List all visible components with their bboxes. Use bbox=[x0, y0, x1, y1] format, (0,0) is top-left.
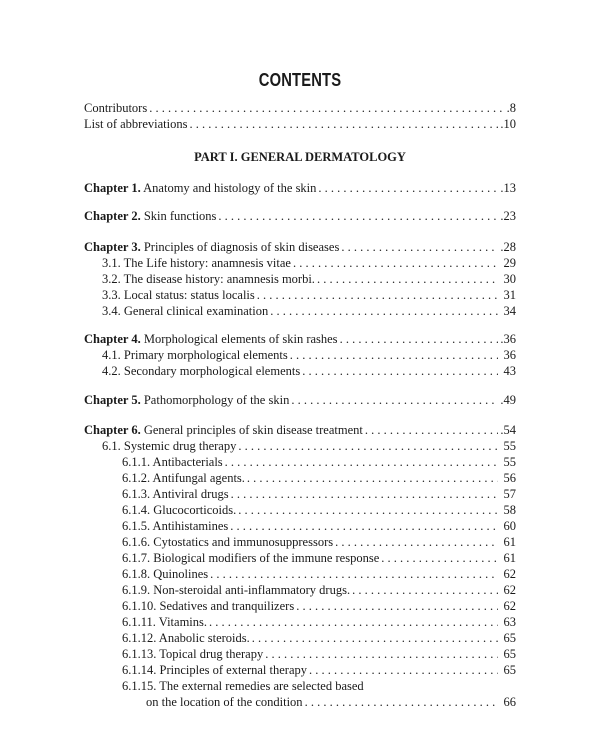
toc-entry[interactable] bbox=[84, 100, 516, 116]
entry-page: 55 bbox=[503, 439, 516, 453]
chapter-number: Chapter 3. bbox=[84, 240, 141, 254]
entry-label bbox=[84, 180, 316, 196]
entry-label bbox=[84, 392, 289, 408]
entry-page: 57 bbox=[503, 487, 516, 501]
entry-page: 65 bbox=[503, 663, 516, 677]
entry-page: 62 bbox=[503, 567, 516, 581]
leader-dots bbox=[335, 534, 498, 550]
entry-label: 3.3. Local status: status localis bbox=[102, 288, 255, 302]
entry-page: 43 bbox=[503, 364, 516, 378]
leader-dots bbox=[257, 287, 498, 303]
entry-label: 6.1.15. The external remedies are selected based bbox=[122, 679, 364, 693]
entry-page: 31 bbox=[503, 288, 516, 302]
entry-page: .36 bbox=[500, 332, 516, 346]
subsection-entry[interactable] bbox=[84, 630, 516, 646]
entry-label: 6.1. Systemic drug therapy bbox=[102, 439, 237, 453]
entry-label: 6.1.7. Biological modifiers of the immune response bbox=[122, 551, 380, 565]
subsection-entry[interactable] bbox=[84, 486, 516, 502]
entry-label: 4.2. Secondary morphological elements bbox=[102, 364, 301, 378]
entry-label: 6.1.1. Antibacterials bbox=[122, 455, 223, 469]
page-title: CONTENTS bbox=[258, 70, 342, 90]
leader-dots bbox=[209, 614, 498, 630]
entry-label: List of abbreviations bbox=[84, 117, 188, 131]
subsection-entry[interactable] bbox=[84, 470, 516, 486]
leader-dots bbox=[309, 662, 498, 678]
subsection-entry[interactable] bbox=[84, 598, 516, 614]
entry-label: 6.1.13. Topical drug therapy bbox=[122, 647, 264, 661]
subsection-entry-multiline[interactable] bbox=[84, 678, 554, 694]
chapter-number: Chapter 6. bbox=[84, 423, 141, 437]
chapter-title: Anatomy and histology of the skin bbox=[143, 181, 317, 195]
entry-page: 62 bbox=[503, 583, 516, 597]
entry-page: 65 bbox=[503, 631, 516, 645]
entry-label: 6.1.8. Quinolines bbox=[122, 567, 209, 581]
entry-page: 61 bbox=[503, 551, 516, 565]
entry-page: .23 bbox=[500, 209, 516, 223]
entry-label: 6.1.5. Antihistamines bbox=[122, 519, 229, 533]
leader-dots bbox=[296, 598, 498, 614]
entry-page: .28 bbox=[500, 240, 516, 254]
entry-page: 30 bbox=[503, 272, 516, 286]
subsection-entry[interactable] bbox=[84, 566, 516, 582]
section-entry[interactable] bbox=[84, 438, 516, 454]
entry-page: 62 bbox=[503, 599, 516, 613]
entry-page: 34 bbox=[503, 304, 516, 318]
entry-label: 3.2. The disease history: anamnesis morbi. bbox=[102, 272, 315, 286]
entry-label: 6.1.3. Antiviral drugs bbox=[122, 487, 229, 501]
entry-page: 29 bbox=[503, 256, 516, 270]
section-entry[interactable] bbox=[84, 287, 516, 303]
entry-label bbox=[84, 239, 339, 255]
entry-page: .10 bbox=[500, 117, 516, 131]
entry-page: 55 bbox=[503, 455, 516, 469]
entry-page: 66 bbox=[503, 695, 516, 709]
subsection-entry[interactable] bbox=[84, 502, 516, 518]
entry-label: Contributors bbox=[84, 101, 148, 115]
chapter-entry[interactable] bbox=[84, 208, 516, 224]
chapter-title: Morphological elements of skin rashes bbox=[143, 332, 338, 346]
entry-label: 6.1.14. Principles of external therapy bbox=[122, 663, 308, 677]
leader-dots bbox=[318, 180, 498, 196]
leader-dots bbox=[247, 470, 498, 486]
chapter-title: Pathomorphology of the skin bbox=[143, 393, 290, 407]
entry-label bbox=[84, 422, 363, 438]
leader-dots bbox=[189, 116, 498, 132]
chapter-number: Chapter 2. bbox=[84, 209, 141, 223]
entry-label bbox=[84, 331, 338, 347]
leader-dots bbox=[230, 518, 498, 534]
subsection-entry[interactable] bbox=[84, 534, 516, 550]
chapter-title: Skin functions bbox=[143, 209, 217, 223]
leader-dots bbox=[149, 100, 504, 116]
entry-page: .13 bbox=[500, 181, 516, 195]
entry-label: 6.1.6. Cytostatics and immunosuppressors bbox=[122, 535, 334, 549]
entry-page: 36 bbox=[503, 348, 516, 362]
subsection-entry-continuation[interactable] bbox=[84, 694, 516, 710]
chapter-entry[interactable] bbox=[84, 239, 516, 255]
leader-dots bbox=[210, 566, 498, 582]
section-entry[interactable] bbox=[84, 271, 516, 287]
leader-dots bbox=[231, 486, 498, 502]
leader-dots bbox=[302, 363, 498, 379]
entry-label: 6.1.10. Sedatives and tranquilizers bbox=[122, 599, 295, 613]
leader-dots bbox=[365, 422, 499, 438]
entry-page: 58 bbox=[503, 503, 516, 517]
chapter-number: Chapter 1. bbox=[84, 181, 141, 195]
leader-dots bbox=[381, 550, 498, 566]
entry-label: 6.1.11. Vitamins. bbox=[122, 615, 208, 629]
subsection-entry[interactable] bbox=[84, 582, 516, 598]
entry-page: 63 bbox=[503, 615, 516, 629]
part-heading: PART I. GENERAL DERMATOLOGY bbox=[194, 150, 406, 164]
entry-page: .8 bbox=[506, 101, 516, 115]
entry-page: .54 bbox=[500, 423, 516, 437]
entry-label: 6.1.12. Anabolic steroids. bbox=[122, 631, 250, 645]
leader-dots bbox=[238, 438, 498, 454]
leader-dots bbox=[340, 331, 499, 347]
leader-dots bbox=[218, 208, 498, 224]
leader-dots bbox=[252, 630, 498, 646]
leader-dots bbox=[305, 694, 498, 710]
leader-dots bbox=[352, 582, 498, 598]
entry-page: 60 bbox=[503, 519, 516, 533]
chapter-title: Principles of diagnosis of skin diseases bbox=[143, 240, 340, 254]
leader-dots bbox=[290, 347, 498, 363]
leader-dots bbox=[225, 454, 498, 470]
toc-entry[interactable] bbox=[84, 116, 516, 132]
entry-label: 6.1.2. Antifungal agents. bbox=[122, 471, 245, 485]
subsection-entry[interactable] bbox=[84, 454, 516, 470]
leader-dots bbox=[238, 502, 498, 518]
leader-dots bbox=[291, 392, 498, 408]
chapter-number: Chapter 4. bbox=[84, 332, 141, 346]
leader-dots bbox=[317, 271, 498, 287]
chapter-number: Chapter 5. bbox=[84, 393, 141, 407]
entry-label: 6.1.9. Non-steroidal anti-inflammatory drugs. bbox=[122, 583, 351, 597]
entry-label: 3.4. General clinical examination bbox=[102, 304, 269, 318]
entry-label: on the location of the condition bbox=[146, 695, 303, 709]
entry-page: .49 bbox=[500, 393, 516, 407]
subsection-entry[interactable] bbox=[84, 646, 516, 662]
section-entry[interactable] bbox=[84, 303, 516, 319]
section-entry[interactable] bbox=[84, 363, 516, 379]
entry-label: 3.1. The Life history: anamnesis vitae bbox=[102, 256, 291, 270]
subsection-entry[interactable] bbox=[84, 614, 516, 630]
subsection-entry[interactable] bbox=[84, 518, 516, 534]
chapter-title: General principles of skin disease treatment bbox=[143, 423, 363, 437]
entry-label: 4.1. Primary morphological elements bbox=[102, 348, 288, 362]
entry-page: 56 bbox=[503, 471, 516, 485]
subsection-entry[interactable] bbox=[84, 550, 516, 566]
section-entry[interactable] bbox=[84, 255, 516, 271]
entry-page: 65 bbox=[503, 647, 516, 661]
leader-dots bbox=[270, 303, 498, 319]
chapter-entry[interactable] bbox=[84, 392, 516, 408]
chapter-entry[interactable] bbox=[84, 180, 516, 196]
leader-dots bbox=[341, 239, 498, 255]
entry-label bbox=[84, 208, 216, 224]
chapter-entry[interactable] bbox=[84, 331, 516, 347]
leader-dots bbox=[265, 646, 498, 662]
entry-page: 61 bbox=[503, 535, 516, 549]
leader-dots bbox=[293, 255, 498, 271]
subsection-entry[interactable] bbox=[84, 662, 516, 678]
entry-label: 6.1.4. Glucocorticoids. bbox=[122, 503, 237, 517]
section-entry[interactable] bbox=[84, 347, 516, 363]
chapter-entry[interactable] bbox=[84, 422, 516, 438]
